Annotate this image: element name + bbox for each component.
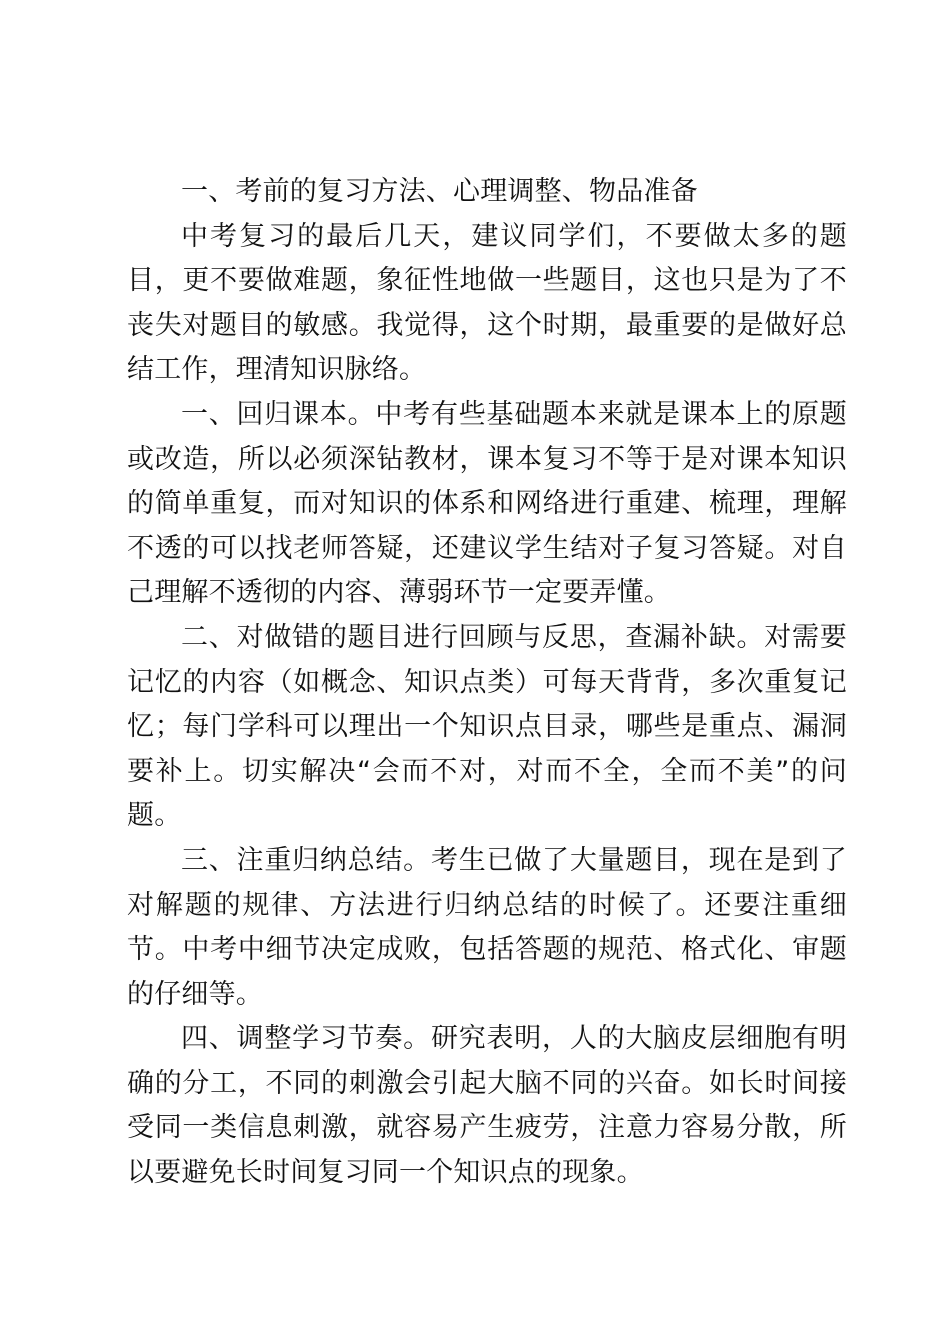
paragraph-summarize: 三、注重归纳总结。考生已做了大量题目，现在是到了对解题的规律、方法进行归纳总结的时候了。还要注重细节。中考中细节决定成败，包括答题的规范、格式化、审题的仔细等。: [127, 844, 847, 1010]
paragraph-adjust-rhythm: 四、调整学习节奏。研究表明，人的大脑皮层细胞有明确的分工，不同的刺激会引起大脑不同的兴奋。如长时间接受同一类信息刺激，就容易产生疲劳，注意力容易分散，所以要避免长时间复习同一个知识点的现象。: [127, 1023, 847, 1189]
paragraph-review-mistakes: 二、对做错的题目进行回顾与反思，查漏补缺。对需要记忆的内容（如概念、知识点类）可每天背背，多次重复记忆；每门学科可以理出一个知识点目录，哪些是重点、漏洞要补上。切实解决“会而不对，对而不全，全而不美”的问题。: [127, 621, 847, 832]
paragraph-return-to-textbook: 一、回归课本。中考有些基础题本来就是课本上的原题或改造，所以必须深钻教材，课本复习不等于是对课本知识的简单重复，而对知识的体系和网络进行重建、梳理，理解不透的可以找老师答疑，还建议学生结对子复习答疑。对自己理解不透彻的内容、薄弱环节一定要弄懂。: [127, 398, 847, 609]
document-body: [127, 170, 847, 1196]
paragraph-intro: 中考复习的最后几天，建议同学们，不要做太多的题目，更不要做难题，象征性地做一些题目，这也只是为了不丧失对题目的敏感。我觉得，这个时期，最重要的是做好总结工作，理清知识脉络。: [127, 220, 847, 386]
section-heading: 一、考前的复习方法、心理调整、物品准备: [181, 176, 698, 207]
